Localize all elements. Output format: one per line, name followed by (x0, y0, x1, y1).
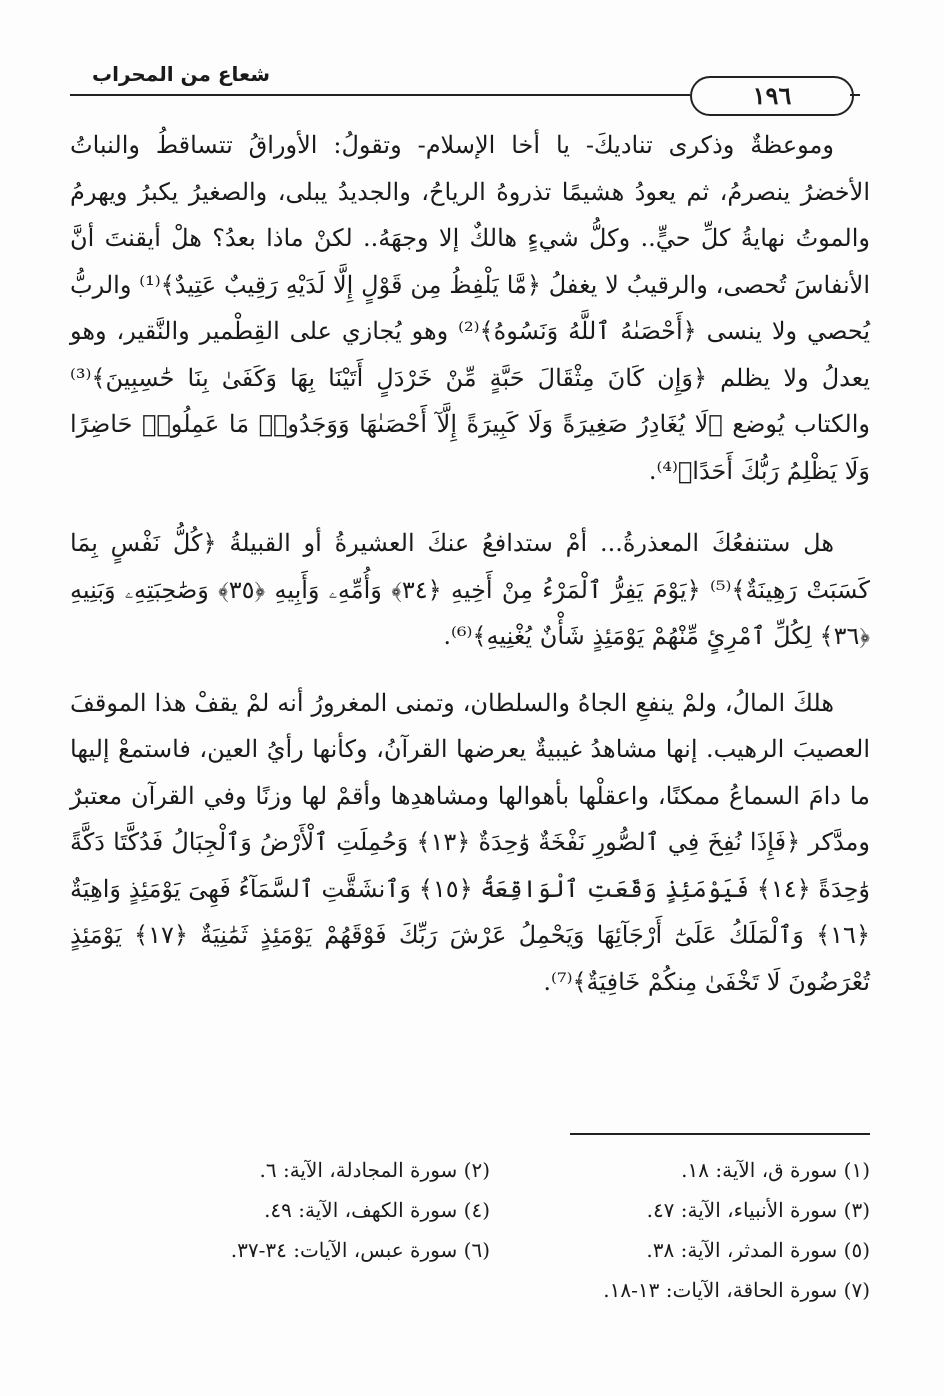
paragraph: وموعظةٌ وذكرى تناديكَ- يا أخا الإسلام- وتقولُ: الأوراقُ تتساقطُ والنباتُ الأخضرُ ينصرمُ، ثم يعودُ هشيمًا تذروهُ الرياحُ، والجديدُ يبلى، والصغيرُ يكبرُ ويهرمُ والموتُ نهايةُ كلِّ حيٍّ.. وكلُّ شيءٍ هالكٌ إلا وجهَهُ.. لكنْ ماذا بعدُ؟ هلْ أيقنتَ أنَّ الأنفاسَ تُحصى، والرقيبُ لا يغفلُ ﴿مَّا يَلْفِظُ مِن قَوْلٍ إِلَّا لَدَيْهِ رَقِيبٌ عَتِيدٌ﴾⁽¹⁾ والربُّ يُحصي ولا ينسى ﴿أَحْصَىٰهُ ٱللَّهُ وَنَسُوهُ﴾⁽²⁾ وهو يُجازي على القِطْمير والنَّقير، وهو يعدلُ ولا يظلم ﴿وَإِن كَانَ مِثْقَالَ حَبَّةٍ مِّنْ خَرْدَلٍ أَتَيْنَا بِهَا وَكَفَىٰ بِنَا حَٰسِبِينَ﴾⁽³⁾ والكتاب يُوضع ﴿لَا يُغَادِرُ صَغِيرَةً وَلَا كَبِيرَةً إِلَّآ أَحْصَىٰهَا وَوَجَدُوا۟ مَا عَمِلُوا۟ حَاضِرًا وَلَا يَظْلِمُ رَبُّكَ أَحَدًا﴾⁽⁴⁾. (70, 131, 871, 485)
page-number: ١٩٦ (690, 76, 854, 116)
footnote: (٣) سورة الأنبياء، الآية: ٤٧. (646, 1198, 870, 1222)
page-header (70, 58, 870, 110)
footnote: (٤) سورة الكهف، الآية: ٤٩. (264, 1198, 490, 1222)
footnote-row (70, 1150, 870, 1190)
footnote (110, 1270, 490, 1310)
header-rule-right (850, 94, 860, 96)
header-rule (70, 94, 690, 96)
main-text (70, 122, 870, 1025)
footnote-row (70, 1190, 870, 1230)
footnote: (٧) سورة الحاقة، الآيات: ١٣-١٨. (603, 1278, 870, 1302)
book-title: شعاع من المحراب (92, 62, 271, 86)
footnotes (70, 1150, 870, 1310)
footnote: (٥) سورة المدثر، الآية: ٣٨. (646, 1238, 870, 1262)
footnote: (١) سورة ق، الآية: ١٨. (681, 1158, 870, 1182)
footnote-row (70, 1270, 870, 1310)
footnote-separator (570, 1133, 870, 1135)
paragraph: هل ستنفعُكَ المعذرةُ... أمْ ستدافعُ عنكَ العشيرةُ أو القبيلةُ ﴿كُلُّ نَفْسٍ بِمَا كَسَبَتْ رَهِينَةٌ﴾⁽⁵⁾ ﴿يَوْمَ يَفِرُّ ٱلْمَرْءُ مِنْ أَخِيهِ ﴿٣٤﴾ وَأُمِّهِۦ وَأَبِيهِ ﴿٣٥﴾ وَصَٰحِبَتِهِۦ وَبَنِيهِ ﴿٣٦﴾ لِكُلِّ ٱمْرِئٍ مِّنْهُمْ يَوْمَئِذٍ شَأْنٌ يُغْنِيهِ﴾⁽⁶⁾. (70, 529, 870, 650)
footnote: (٦) سورة عبس، الآيات: ٣٤-٣٧. (230, 1238, 490, 1262)
footnote: (٢) سورة المجادلة، الآية: ٦. (259, 1158, 490, 1182)
paragraph: هلكَ المالُ، ولمْ ينفعِ الجاهُ والسلطان، وتمنى المغرورُ أنه لمْ يقفْ هذا الموقفَ العصيبَ الرهيب. إنها مشاهدُ غيبيةٌ يعرضها القرآنُ، وكأنها رأيُ العين، فاستمعْ إليها ما دامَ السماعُ ممكنًا، واعقلْها بأهوالها ومشاهدِها وأقمْ لها وزنًا وفي القرآن معتبرٌ ومدَّكر ﴿فَإِذَا نُفِخَ فِي ٱلصُّورِ نَفْخَةٌ وَٰحِدَةٌ ﴿١٣﴾ وَحُمِلَتِ ٱلْأَرْضُ وَٱلْجِبَالُ فَدُكَّتَا دَكَّةً وَٰحِدَةً ﴿١٤﴾ فَيَوْمَئِذٍ وَقَعَتِ ٱلْوَاقِعَةُ ﴿١٥﴾ وَٱنشَقَّتِ ٱلسَّمَآءُ فَهِىَ يَوْمَئِذٍ وَاهِيَةٌ ﴿١٦﴾ وَٱلْمَلَكُ عَلَىٰٓ أَرْجَآئِهَا وَيَحْمِلُ عَرْشَ رَبِّكَ فَوْقَهُمْ يَوْمَئِذٍ ثَمَٰنِيَةٌ ﴿١٧﴾ يَوْمَئِذٍ تُعْرَضُونَ لَا تَخْفَىٰ مِنكُمْ خَافِيَةٌ﴾⁽⁷⁾. (70, 688, 871, 996)
footnote-row (70, 1230, 870, 1270)
